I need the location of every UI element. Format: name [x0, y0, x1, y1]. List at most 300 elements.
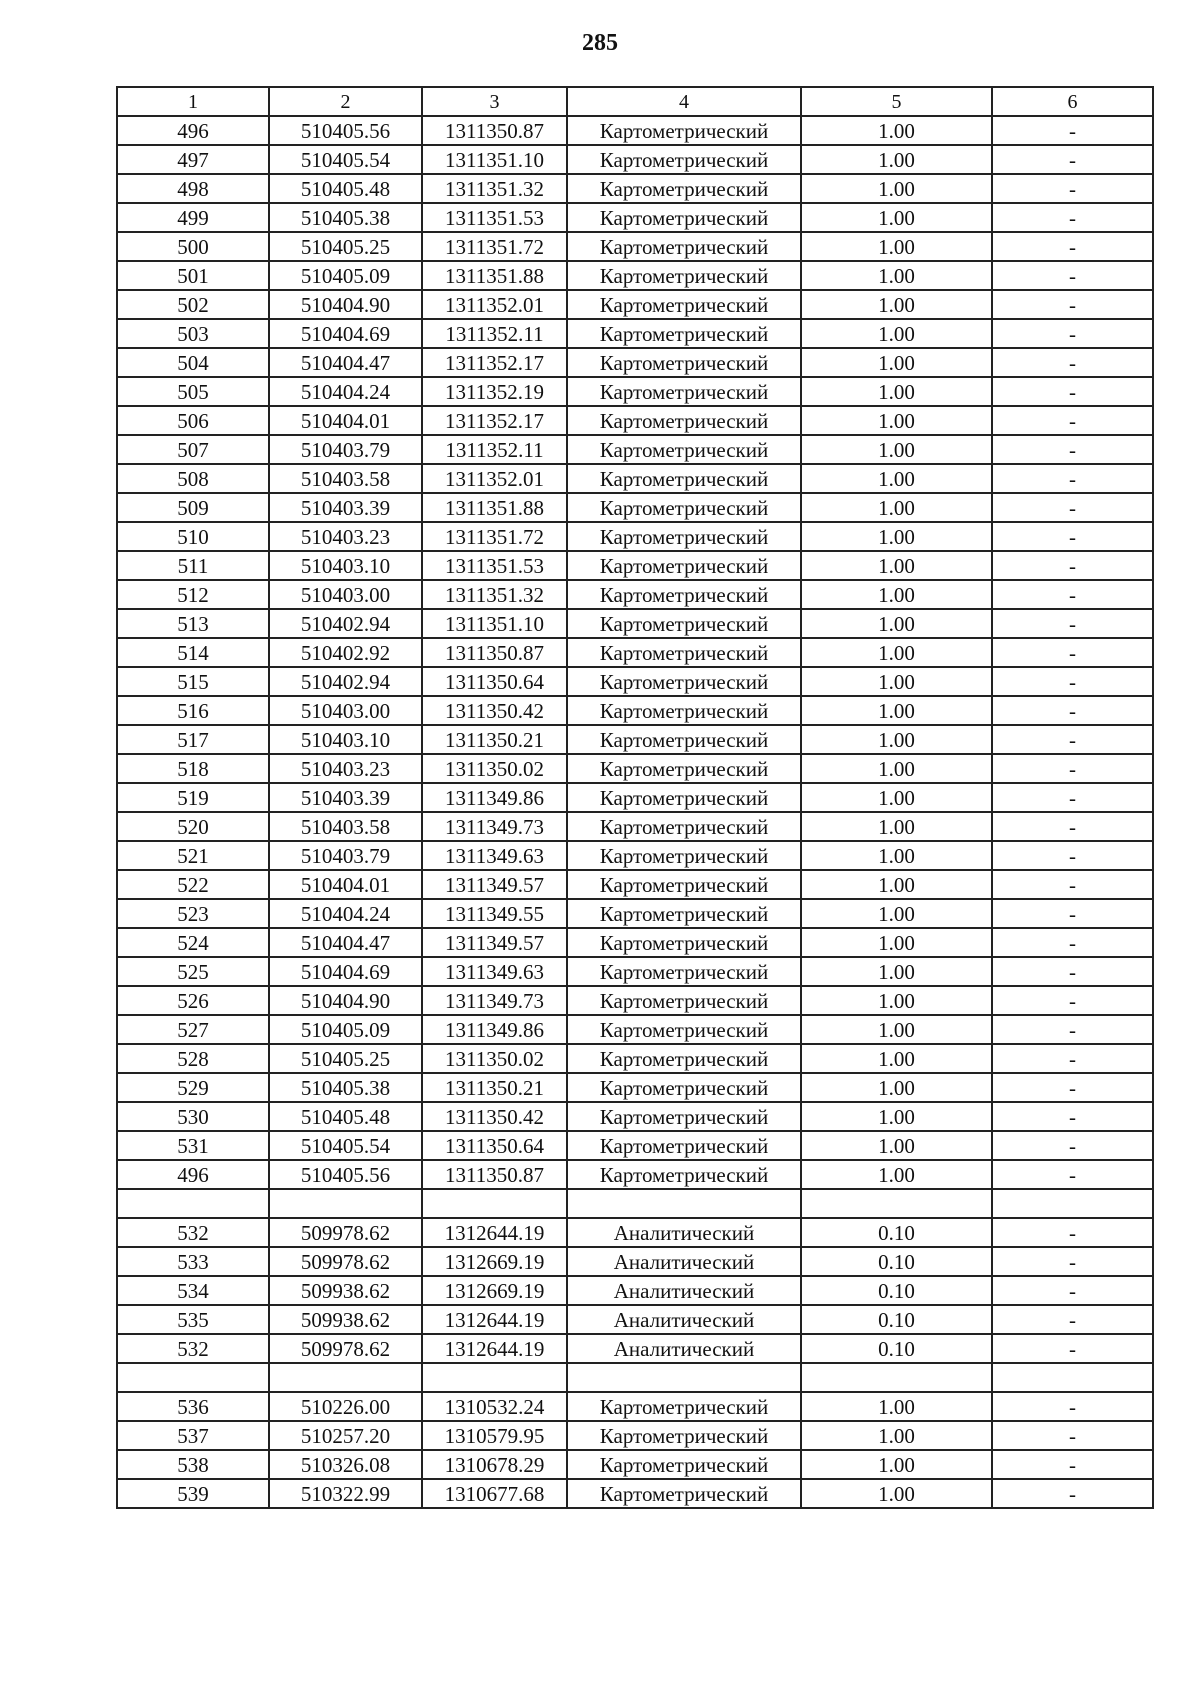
table-cell: 1.00 — [801, 116, 992, 145]
table-cell: - — [992, 319, 1153, 348]
table-cell: 1311351.53 — [422, 203, 567, 232]
column-header: 2 — [269, 87, 422, 116]
table-cell: 1310678.29 — [422, 1450, 567, 1479]
table-cell: 510405.56 — [269, 1160, 422, 1189]
table-cell: 510405.09 — [269, 261, 422, 290]
column-header: 1 — [117, 87, 269, 116]
table-cell: Аналитический — [567, 1218, 801, 1247]
table-cell: 538 — [117, 1450, 269, 1479]
table-cell: - — [992, 1015, 1153, 1044]
column-header: 3 — [422, 87, 567, 116]
table-row — [117, 406, 1153, 435]
table-cell: Картометрический — [567, 1160, 801, 1189]
table-cell: 508 — [117, 464, 269, 493]
table-header-row — [117, 87, 1153, 116]
table-cell: 1.00 — [801, 1421, 992, 1450]
table-body — [117, 116, 1153, 1508]
table-cell: 529 — [117, 1073, 269, 1102]
table-cell: - — [992, 638, 1153, 667]
table-cell: 1.00 — [801, 783, 992, 812]
table-cell: 1.00 — [801, 232, 992, 261]
table-cell: 532 — [117, 1334, 269, 1363]
table-cell: Картометрический — [567, 377, 801, 406]
table-cell: - — [992, 667, 1153, 696]
table-cell: Картометрический — [567, 870, 801, 899]
table-cell: 1.00 — [801, 522, 992, 551]
table-row — [117, 319, 1153, 348]
table-cell — [992, 1363, 1153, 1392]
table-cell: - — [992, 609, 1153, 638]
table-row — [117, 783, 1153, 812]
table-cell: - — [992, 290, 1153, 319]
table-cell: 1311349.86 — [422, 783, 567, 812]
table-row — [117, 1247, 1153, 1276]
table-cell: 1.00 — [801, 870, 992, 899]
table-cell: Картометрический — [567, 493, 801, 522]
table-cell: 1311350.64 — [422, 1131, 567, 1160]
table-cell: 1.00 — [801, 725, 992, 754]
table-cell — [801, 1189, 992, 1218]
table-cell: Картометрический — [567, 406, 801, 435]
table-cell: - — [992, 435, 1153, 464]
table-cell: Картометрический — [567, 783, 801, 812]
table-cell: 497 — [117, 145, 269, 174]
column-header: 6 — [992, 87, 1153, 116]
table-cell: 1311349.63 — [422, 957, 567, 986]
table-cell: 1311350.64 — [422, 667, 567, 696]
table-cell: 1311349.73 — [422, 986, 567, 1015]
table-cell: - — [992, 261, 1153, 290]
table-cell: 1.00 — [801, 1131, 992, 1160]
table-cell — [992, 1189, 1153, 1218]
table-cell: 1311349.63 — [422, 841, 567, 870]
table-cell: 510405.54 — [269, 145, 422, 174]
table-cell: 1311350.02 — [422, 1044, 567, 1073]
table-cell: Картометрический — [567, 638, 801, 667]
table-row — [117, 1421, 1153, 1450]
table-cell: 1.00 — [801, 464, 992, 493]
table-row — [117, 1392, 1153, 1421]
table-cell: 1311350.21 — [422, 1073, 567, 1102]
table-cell: 1311352.11 — [422, 435, 567, 464]
table-cell: Картометрический — [567, 261, 801, 290]
table-cell: 0.10 — [801, 1276, 992, 1305]
table-row — [117, 812, 1153, 841]
table-cell: 510403.79 — [269, 841, 422, 870]
table-cell: 0.10 — [801, 1305, 992, 1334]
table-cell: Картометрический — [567, 1392, 801, 1421]
table-cell: 1.00 — [801, 290, 992, 319]
table-cell: 510404.90 — [269, 986, 422, 1015]
table-cell: 536 — [117, 1392, 269, 1421]
table-cell: 510322.99 — [269, 1479, 422, 1508]
table-cell: 530 — [117, 1102, 269, 1131]
table-cell: 1.00 — [801, 696, 992, 725]
table-cell: 509 — [117, 493, 269, 522]
table-cell: - — [992, 377, 1153, 406]
table-row — [117, 1305, 1153, 1334]
table-cell: 537 — [117, 1421, 269, 1450]
table-cell: 521 — [117, 841, 269, 870]
table-cell: - — [992, 1421, 1153, 1450]
table-cell — [567, 1189, 801, 1218]
table-cell: 1311351.88 — [422, 493, 567, 522]
table-cell — [567, 1363, 801, 1392]
table-cell: 1.00 — [801, 319, 992, 348]
table-cell: 1311350.42 — [422, 696, 567, 725]
table-cell — [269, 1189, 422, 1218]
table-cell: 510404.69 — [269, 957, 422, 986]
table-cell: - — [992, 1218, 1153, 1247]
table-cell: 510404.01 — [269, 870, 422, 899]
table-cell: 1311351.72 — [422, 522, 567, 551]
table-cell: Картометрический — [567, 928, 801, 957]
table-cell: 504 — [117, 348, 269, 377]
table-cell: - — [992, 754, 1153, 783]
table-cell: 1311350.21 — [422, 725, 567, 754]
table-cell: - — [992, 348, 1153, 377]
table-cell: 1.00 — [801, 1015, 992, 1044]
table-row-blank — [117, 1189, 1153, 1218]
table-cell: 528 — [117, 1044, 269, 1073]
table-row — [117, 116, 1153, 145]
table-cell: 533 — [117, 1247, 269, 1276]
table-row — [117, 493, 1153, 522]
table-cell: Картометрический — [567, 1015, 801, 1044]
table-cell: 507 — [117, 435, 269, 464]
table-cell: 510403.10 — [269, 551, 422, 580]
table-cell: 510402.94 — [269, 609, 422, 638]
table-row — [117, 1131, 1153, 1160]
table-cell: 518 — [117, 754, 269, 783]
table-cell: 1311351.72 — [422, 232, 567, 261]
table-cell: 510 — [117, 522, 269, 551]
table-cell: 510404.47 — [269, 348, 422, 377]
table-cell: 1311351.32 — [422, 174, 567, 203]
table-cell: Картометрический — [567, 580, 801, 609]
table-cell: 0.10 — [801, 1218, 992, 1247]
table-cell: 1.00 — [801, 203, 992, 232]
table-cell: 510403.58 — [269, 812, 422, 841]
table-cell: 1.00 — [801, 928, 992, 957]
table-row — [117, 522, 1153, 551]
table-row — [117, 377, 1153, 406]
table-cell: 1.00 — [801, 638, 992, 667]
table-cell: Картометрический — [567, 174, 801, 203]
table-row — [117, 145, 1153, 174]
coordinates-table — [116, 86, 1154, 1509]
table-cell: 512 — [117, 580, 269, 609]
table-cell: 501 — [117, 261, 269, 290]
table-row — [117, 203, 1153, 232]
table-cell: 1.00 — [801, 145, 992, 174]
table-cell: 509938.62 — [269, 1276, 422, 1305]
table-cell: 1.00 — [801, 609, 992, 638]
table-cell: - — [992, 406, 1153, 435]
table-cell: 0.10 — [801, 1334, 992, 1363]
table-cell: - — [992, 1160, 1153, 1189]
table-cell: Картометрический — [567, 696, 801, 725]
table-row — [117, 609, 1153, 638]
table-row — [117, 435, 1153, 464]
table-cell: 1311350.87 — [422, 638, 567, 667]
table-cell: Картометрический — [567, 203, 801, 232]
table-cell: 510403.39 — [269, 783, 422, 812]
table-cell: 1312669.19 — [422, 1276, 567, 1305]
table-cell: Аналитический — [567, 1305, 801, 1334]
table-cell: Картометрический — [567, 435, 801, 464]
table-cell: 515 — [117, 667, 269, 696]
table-row — [117, 667, 1153, 696]
table-cell: Картометрический — [567, 899, 801, 928]
table-cell: 520 — [117, 812, 269, 841]
table-row — [117, 464, 1153, 493]
table-cell: 1.00 — [801, 580, 992, 609]
table-row — [117, 1015, 1153, 1044]
table-cell: Картометрический — [567, 812, 801, 841]
table-cell: 534 — [117, 1276, 269, 1305]
table-cell: 1.00 — [801, 986, 992, 1015]
table-cell: 531 — [117, 1131, 269, 1160]
table-cell: 510404.69 — [269, 319, 422, 348]
table-cell: Картометрический — [567, 522, 801, 551]
table-cell: 1310579.95 — [422, 1421, 567, 1450]
table-cell: 1.00 — [801, 493, 992, 522]
table-cell: - — [992, 783, 1153, 812]
table-cell: 526 — [117, 986, 269, 1015]
table-cell: - — [992, 957, 1153, 986]
table-cell: 510405.48 — [269, 174, 422, 203]
table-cell: Картометрический — [567, 1479, 801, 1508]
table-row — [117, 725, 1153, 754]
table-cell — [801, 1363, 992, 1392]
table-row — [117, 290, 1153, 319]
column-header: 4 — [567, 87, 801, 116]
table-cell: - — [992, 1102, 1153, 1131]
table-cell: 1.00 — [801, 957, 992, 986]
table-cell: - — [992, 1247, 1153, 1276]
table-cell: 1.00 — [801, 551, 992, 580]
table-cell — [422, 1363, 567, 1392]
table-cell: - — [992, 841, 1153, 870]
table-cell: 514 — [117, 638, 269, 667]
table-cell: Картометрический — [567, 609, 801, 638]
table-row — [117, 348, 1153, 377]
table-cell: Картометрический — [567, 725, 801, 754]
table-cell: 510405.54 — [269, 1131, 422, 1160]
table-cell: 510405.09 — [269, 1015, 422, 1044]
table-cell: 510402.94 — [269, 667, 422, 696]
table-cell: - — [992, 232, 1153, 261]
table-cell: - — [992, 1450, 1153, 1479]
table-cell: 1.00 — [801, 348, 992, 377]
table-cell: 539 — [117, 1479, 269, 1508]
table-cell: Картометрический — [567, 1450, 801, 1479]
table-cell: 500 — [117, 232, 269, 261]
table-cell — [117, 1189, 269, 1218]
table-cell: 1.00 — [801, 899, 992, 928]
table-cell: 503 — [117, 319, 269, 348]
table-cell: 532 — [117, 1218, 269, 1247]
table-cell: 1311352.01 — [422, 290, 567, 319]
table-cell: 510226.00 — [269, 1392, 422, 1421]
table-cell: - — [992, 1131, 1153, 1160]
table-cell: 1.00 — [801, 377, 992, 406]
table-cell: 1311350.02 — [422, 754, 567, 783]
table-cell: 1311352.19 — [422, 377, 567, 406]
table-cell: 510405.56 — [269, 116, 422, 145]
table-cell: - — [992, 1073, 1153, 1102]
table-cell: 510326.08 — [269, 1450, 422, 1479]
table-row — [117, 1044, 1153, 1073]
table-cell: 1310677.68 — [422, 1479, 567, 1508]
table-cell: Картометрический — [567, 1073, 801, 1102]
table-row — [117, 957, 1153, 986]
table-cell: 1311351.88 — [422, 261, 567, 290]
table-cell: - — [992, 1479, 1153, 1508]
table-cell: 1.00 — [801, 1479, 992, 1508]
table-cell: 1.00 — [801, 841, 992, 870]
table-cell: Картометрический — [567, 290, 801, 319]
table-row — [117, 841, 1153, 870]
table-cell: 509978.62 — [269, 1247, 422, 1276]
table-row — [117, 638, 1153, 667]
table-cell: 510405.25 — [269, 1044, 422, 1073]
table-cell: Аналитический — [567, 1334, 801, 1363]
table-cell: Картометрический — [567, 667, 801, 696]
table-cell: Картометрический — [567, 957, 801, 986]
table-cell: - — [992, 203, 1153, 232]
table-cell: 525 — [117, 957, 269, 986]
page-number: 285 — [582, 30, 618, 56]
table-cell: Картометрический — [567, 348, 801, 377]
table-row-blank — [117, 1363, 1153, 1392]
table-row — [117, 696, 1153, 725]
table-cell — [422, 1189, 567, 1218]
table-cell: 510404.90 — [269, 290, 422, 319]
table-cell: 519 — [117, 783, 269, 812]
table-cell: - — [992, 928, 1153, 957]
table-cell: 513 — [117, 609, 269, 638]
table-cell: 510402.92 — [269, 638, 422, 667]
table-cell: - — [992, 493, 1153, 522]
table-cell: 511 — [117, 551, 269, 580]
table-cell: 509978.62 — [269, 1334, 422, 1363]
table-cell: 498 — [117, 174, 269, 203]
table-row — [117, 580, 1153, 609]
table-cell: 1311349.55 — [422, 899, 567, 928]
table-cell: 1311352.17 — [422, 348, 567, 377]
table-cell: 1.00 — [801, 174, 992, 203]
table-row — [117, 232, 1153, 261]
table-cell: Картометрический — [567, 464, 801, 493]
table-cell: 499 — [117, 203, 269, 232]
table-cell: 1.00 — [801, 435, 992, 464]
table-cell: - — [992, 725, 1153, 754]
table-cell: - — [992, 522, 1153, 551]
table-cell: 510403.23 — [269, 522, 422, 551]
table-cell: 510403.79 — [269, 435, 422, 464]
table-cell: Картометрический — [567, 232, 801, 261]
table-cell: - — [992, 464, 1153, 493]
table-cell: 1311351.53 — [422, 551, 567, 580]
table-cell: 510403.39 — [269, 493, 422, 522]
column-header: 5 — [801, 87, 992, 116]
table-cell: 1311351.10 — [422, 145, 567, 174]
table-row — [117, 928, 1153, 957]
table-cell: 1311350.87 — [422, 1160, 567, 1189]
table-row — [117, 1450, 1153, 1479]
table-cell: 1311352.11 — [422, 319, 567, 348]
table-cell: 1311349.73 — [422, 812, 567, 841]
table-cell: 522 — [117, 870, 269, 899]
table-cell: Картометрический — [567, 319, 801, 348]
table-row — [117, 1479, 1153, 1508]
table-row — [117, 1102, 1153, 1131]
table-cell: 496 — [117, 1160, 269, 1189]
table-cell: 1312669.19 — [422, 1247, 567, 1276]
table-cell: 1.00 — [801, 261, 992, 290]
table-cell: - — [992, 986, 1153, 1015]
table-row — [117, 551, 1153, 580]
table-cell: - — [992, 116, 1153, 145]
table-cell: - — [992, 1334, 1153, 1363]
table-cell: 502 — [117, 290, 269, 319]
table-cell: - — [992, 812, 1153, 841]
table-cell: 1311349.86 — [422, 1015, 567, 1044]
table-cell: - — [992, 1305, 1153, 1334]
table-row — [117, 1334, 1153, 1363]
table-row — [117, 1276, 1153, 1305]
table-cell: Картометрический — [567, 754, 801, 783]
table-cell: 1.00 — [801, 1160, 992, 1189]
table-cell: Картометрический — [567, 116, 801, 145]
table-cell: 1312644.19 — [422, 1305, 567, 1334]
table-cell: 510257.20 — [269, 1421, 422, 1450]
table-cell: - — [992, 1044, 1153, 1073]
table-cell: 523 — [117, 899, 269, 928]
table-cell: 510404.24 — [269, 899, 422, 928]
table-cell: Картометрический — [567, 1131, 801, 1160]
table-cell: 510404.01 — [269, 406, 422, 435]
table-row — [117, 1073, 1153, 1102]
table-cell: Картометрический — [567, 1044, 801, 1073]
table-cell: Картометрический — [567, 145, 801, 174]
table-cell: 1311352.01 — [422, 464, 567, 493]
table-cell: 1311349.57 — [422, 870, 567, 899]
table-cell: 1.00 — [801, 406, 992, 435]
table-row — [117, 899, 1153, 928]
table-cell: 517 — [117, 725, 269, 754]
table-cell: 1.00 — [801, 667, 992, 696]
table-cell: Картометрический — [567, 1102, 801, 1131]
table-cell: 1311352.17 — [422, 406, 567, 435]
table-cell: 0.10 — [801, 1247, 992, 1276]
table-cell: 510403.10 — [269, 725, 422, 754]
table-cell: 524 — [117, 928, 269, 957]
table-cell: 1311350.42 — [422, 1102, 567, 1131]
table-cell: Картометрический — [567, 841, 801, 870]
table-row — [117, 754, 1153, 783]
table-cell: 510405.38 — [269, 203, 422, 232]
table-cell: 510403.23 — [269, 754, 422, 783]
table-cell — [269, 1363, 422, 1392]
table-cell: - — [992, 696, 1153, 725]
table-cell: 1.00 — [801, 1102, 992, 1131]
table-cell: Картометрический — [567, 986, 801, 1015]
table-cell: 510403.58 — [269, 464, 422, 493]
table-cell: Картометрический — [567, 551, 801, 580]
